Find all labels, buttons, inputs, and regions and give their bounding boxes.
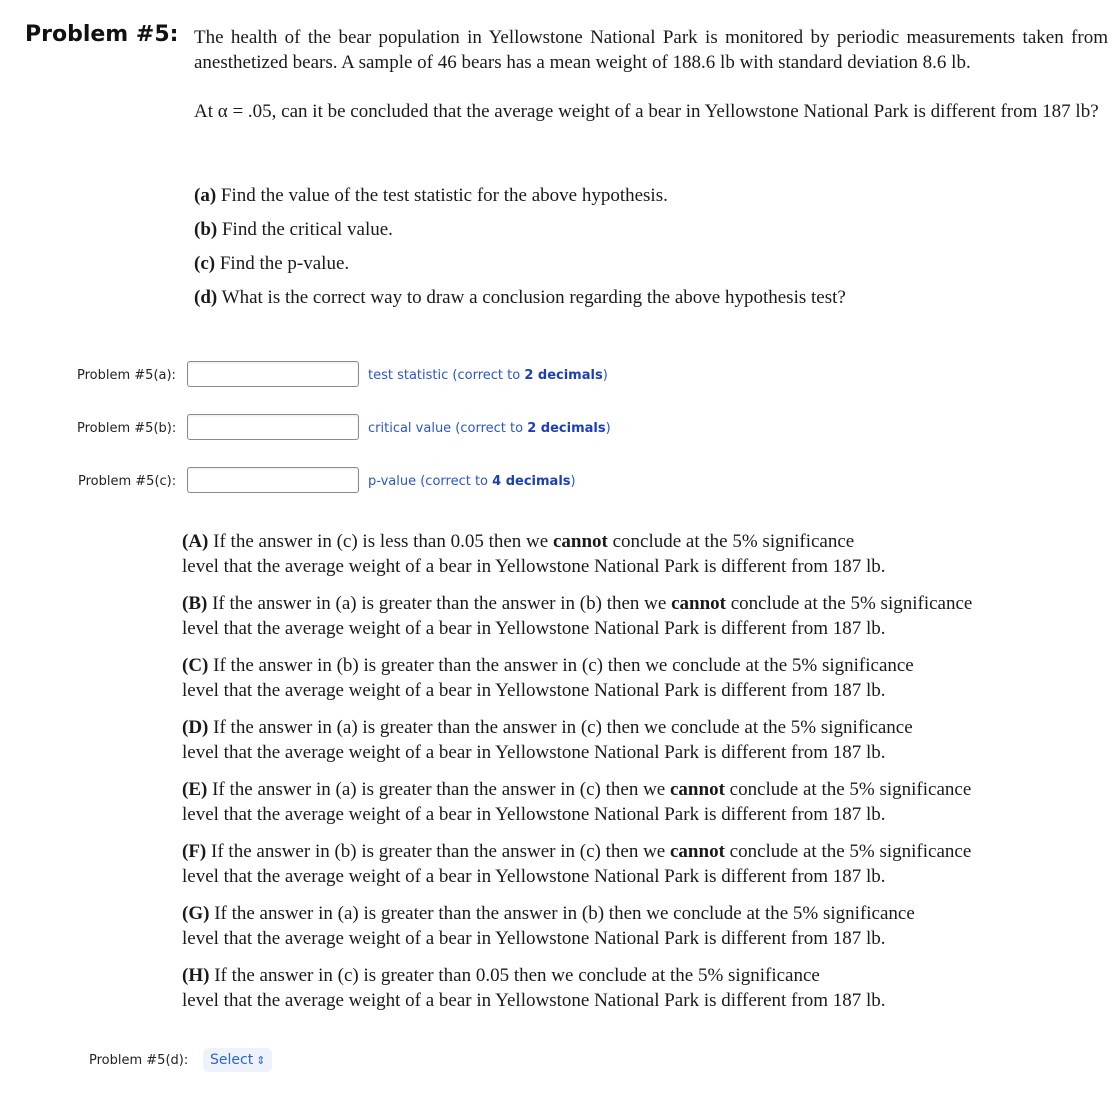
part-tag: (b) [194,219,218,240]
problem-question: At α = .05, can it be concluded that the average weight of a bear in Yellowstone National Park is different from 187 lb? [194,101,1099,122]
option-b: (B) If the answer in (a) is greater than the answer in (b) then we cannot conclude at the 5% significance level that the average weight of a bear in Yellowstone National Park is different from 187 lb. [182,593,973,639]
conclusion-select[interactable] [203,1048,272,1072]
answer-label: Problem #5(d): [89,1053,189,1068]
test-statistic-input[interactable] [187,361,359,387]
problem-number: Problem #5: [25,22,179,47]
option-a: (A) If the answer in (c) is less than 0.05 then we cannot conclude at the 5% significance level that the average weight of a bear in Yellowstone National Park is different from 187 lb. [182,531,886,577]
answer-row-d [0,1048,400,1074]
option-g: (G) If the answer in (a) is greater than the answer in (b) then we conclude at the 5% significance level that the average weight of a bear in Yellowstone National Park is different from 187 lb. [182,903,915,949]
option-c: (C) If the answer in (b) is greater than the answer in (c) then we conclude at the 5% significance level that the average weight of a bear in Yellowstone National Park is different from 187 lb. [182,655,914,701]
p-value-input[interactable] [187,467,359,493]
part-tag: (a) [194,185,217,206]
answer-row-a [0,361,700,389]
answer-label: Problem #5(a): [77,368,176,383]
option-f: (F) If the answer in (b) is greater than the answer in (c) then we cannot conclude at the 5% significance level that the average weight of a bear in Yellowstone National Park is different from 187 lb. [182,841,972,887]
answer-row-c [0,467,700,495]
part-text: What is the correct way to draw a conclusion regarding the above hypothesis test? [221,287,846,308]
part-text: Find the p-value. [219,253,350,274]
answer-hint: test statistic (correct to 2 decimals) [368,368,608,383]
conclusion-options [182,529,1082,1025]
part-text: Find the critical value. [221,219,393,240]
answer-hint: critical value (correct to 2 decimals) [368,421,611,436]
updown-chevron-icon: ⇕ [256,1054,266,1067]
answer-label: Problem #5(b): [77,421,177,436]
part-tag: (c) [194,253,216,274]
part-a [194,183,846,217]
problem-statement: The health of the bear population in Yellowstone National Park is monitored by periodic measurements taken from anesthetized bears. A sample of 46 bears has a mean weight of 188.6 lb with standard deviation 8.6 lb. [194,27,1108,73]
question-parts [194,183,846,319]
option-h: (H) If the answer in (c) is greater than 0.05 then we conclude at the 5% significance level that the average weight of a bear in Yellowstone National Park is different from 187 lb. [182,965,886,1011]
part-c [194,251,846,285]
select-value: Select [210,1052,254,1068]
answer-row-b [0,414,700,442]
part-b [194,217,846,251]
answer-hint: p-value (correct to 4 decimals) [368,474,576,489]
critical-value-input[interactable] [187,414,359,440]
part-d [194,285,846,319]
option-e: (E) If the answer in (a) is greater than the answer in (c) then we cannot conclude at the 5% significance level that the average weight of a bear in Yellowstone National Park is different from 187 lb. [182,779,972,825]
option-d: (D) If the answer in (a) is greater than the answer in (c) then we conclude at the 5% significance level that the average weight of a bear in Yellowstone National Park is different from 187 lb. [182,717,913,763]
answer-label: Problem #5(c): [78,474,177,489]
part-tag: (d) [194,287,218,308]
part-text: Find the value of the test statistic for the above hypothesis. [220,185,668,206]
